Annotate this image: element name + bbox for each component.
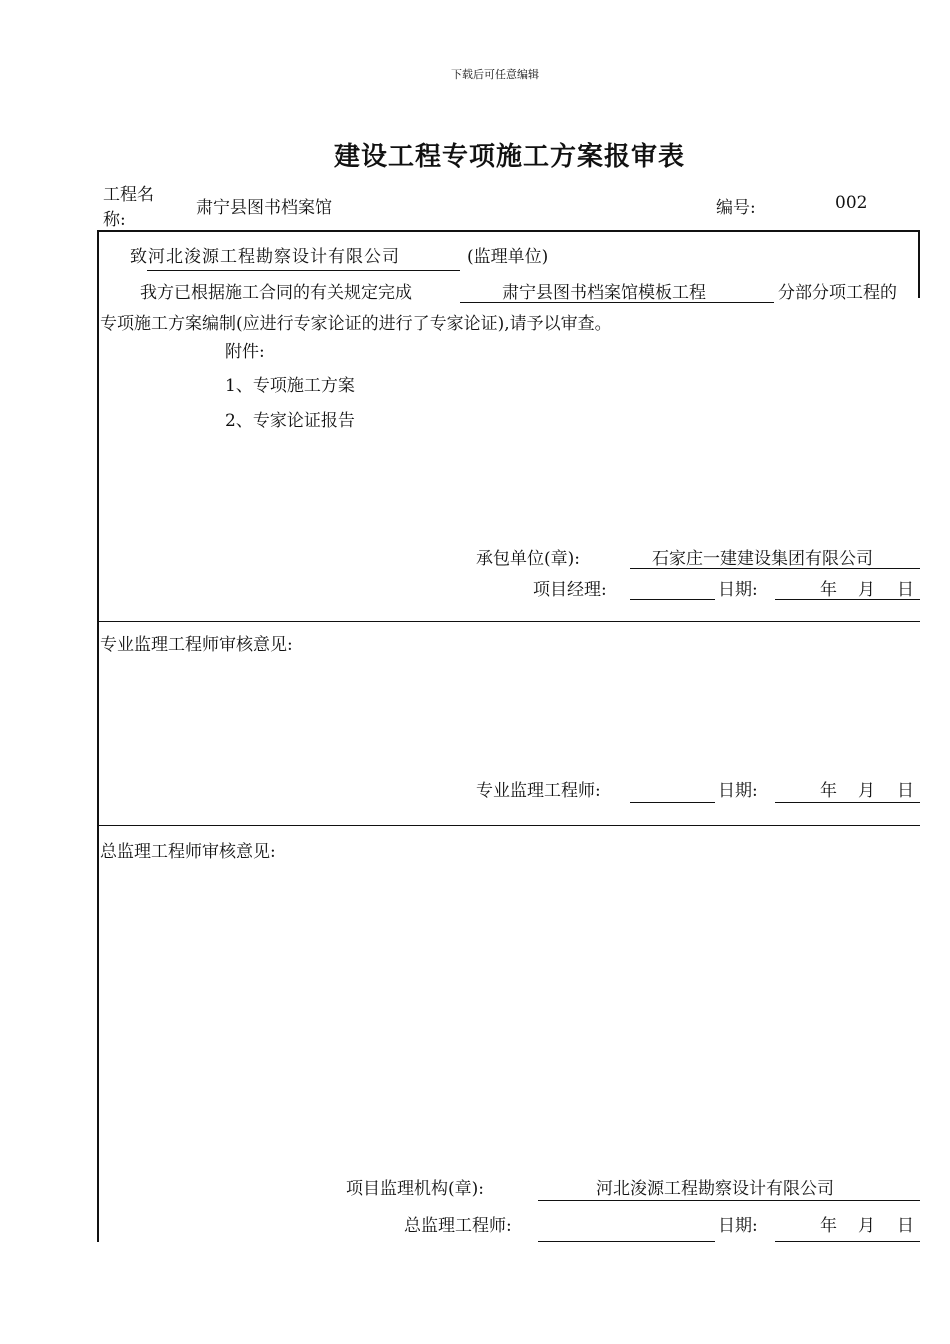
project-manager-label: 项目经理: xyxy=(533,580,607,600)
work-name: 肃宁县图书档案馆模板工程 xyxy=(502,283,706,303)
project-name-value: 肃宁县图书档案馆 xyxy=(196,198,332,218)
date-underline-3 xyxy=(775,1241,920,1242)
section-divider-2 xyxy=(97,825,920,826)
chief-review-heading: 总监理工程师审核意见: xyxy=(100,842,276,862)
project-name-label-line1: 工程名 xyxy=(103,185,154,205)
form-title: 建设工程专项施工方案报审表 xyxy=(334,142,686,172)
date-underline-2 xyxy=(775,802,920,803)
specialist-engineer-label: 专业监理工程师: xyxy=(476,781,601,801)
header-note: 下载后可任意编辑 xyxy=(451,68,539,81)
day-label-2: 日 xyxy=(897,781,914,801)
contractor-name: 石家庄一建建设集团有限公司 xyxy=(652,549,873,569)
day-label-1: 日 xyxy=(897,580,914,600)
table-top-border xyxy=(97,230,920,232)
project-manager-signature-line xyxy=(630,599,715,600)
statement-prefix: 我方已根据施工合同的有关规定完成 xyxy=(140,283,412,303)
chief-signature-line xyxy=(538,1241,715,1242)
specialist-signature-line xyxy=(630,802,715,803)
month-label-3: 月 xyxy=(858,1216,875,1236)
month-label-1: 月 xyxy=(858,580,875,600)
statement-line2: 专项施工方案编制(应进行专家论证的进行了专家论证),请予以审查。 xyxy=(100,314,612,334)
project-name-label-line2: 称: xyxy=(103,210,126,230)
year-label-3: 年 xyxy=(820,1216,837,1236)
date-label-1: 日期: xyxy=(718,580,758,600)
contractor-underline xyxy=(630,568,920,569)
supervision-org-underline xyxy=(538,1200,920,1201)
date-label-3: 日期: xyxy=(718,1216,758,1236)
month-label-2: 月 xyxy=(858,781,875,801)
contractor-label: 承包单位(章): xyxy=(476,549,580,569)
date-underline-1 xyxy=(775,599,920,600)
addressee-underline xyxy=(147,270,460,271)
attachments-label: 附件: xyxy=(225,342,265,362)
number-label: 编号: xyxy=(716,198,756,218)
year-label-2: 年 xyxy=(820,781,837,801)
addressee-role: (监理单位) xyxy=(467,247,549,267)
chief-engineer-label: 总监理工程师: xyxy=(404,1216,512,1236)
day-label-3: 日 xyxy=(897,1216,914,1236)
date-label-2: 日期: xyxy=(718,781,758,801)
table-right-border-stub xyxy=(918,230,920,298)
year-label-1: 年 xyxy=(820,580,837,600)
statement-suffix: 分部分项工程的 xyxy=(778,283,897,303)
supervision-org-label: 项目监理机构(章): xyxy=(346,1179,484,1199)
number-value: 002 xyxy=(835,193,868,213)
addressee-company: 致河北浚源工程勘察设计有限公司 xyxy=(130,247,400,267)
work-name-underline xyxy=(460,302,774,303)
specialist-review-heading: 专业监理工程师审核意见: xyxy=(100,635,293,655)
attachment-1: 1、专项施工方案 xyxy=(225,376,355,396)
table-left-border xyxy=(97,230,99,1242)
section-divider-1 xyxy=(97,621,920,622)
supervision-org-name: 河北浚源工程勘察设计有限公司 xyxy=(596,1179,834,1199)
attachment-2: 2、专家论证报告 xyxy=(225,411,355,431)
